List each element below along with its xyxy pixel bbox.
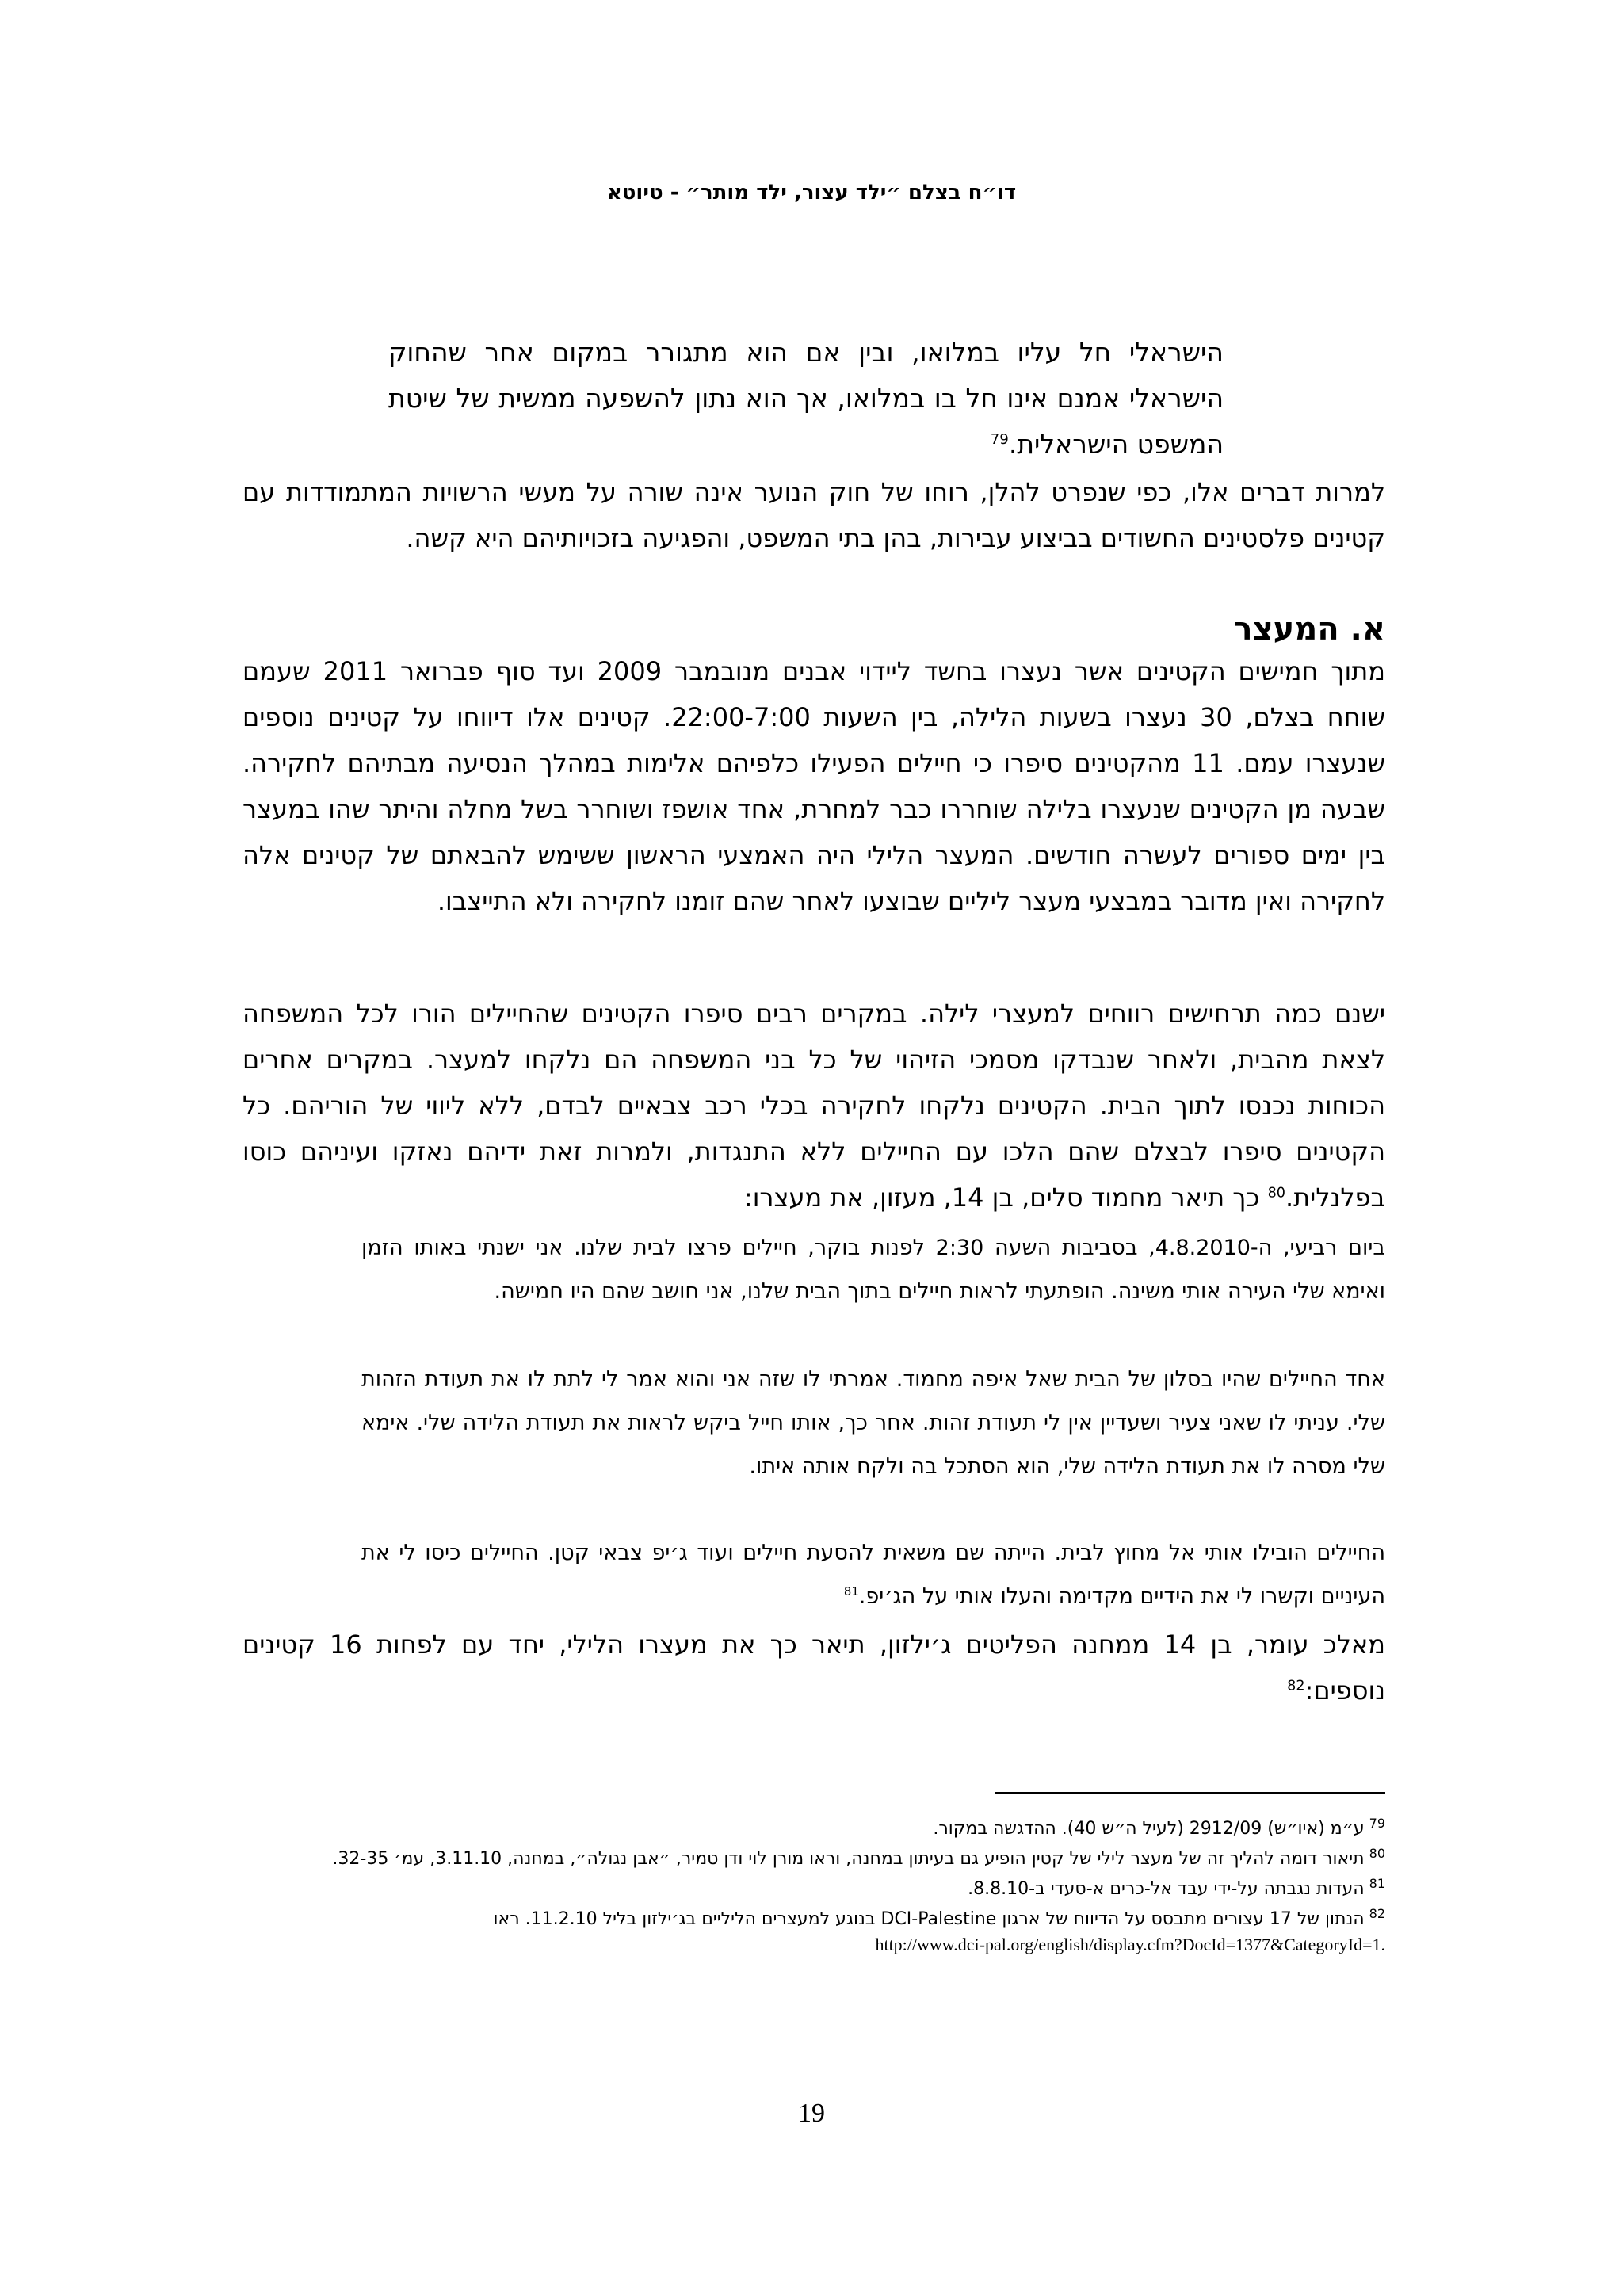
footnote-82 (242, 1907, 1385, 1958)
page-number: 19 (798, 2099, 825, 2128)
footnote-ref-80[interactable]: 80 (1267, 1185, 1285, 1201)
footnote-79 (242, 1817, 1385, 1842)
footnote-number: 82 (1369, 1905, 1385, 1921)
footnote-80 (242, 1847, 1385, 1872)
footnote-number: 80 (1369, 1845, 1385, 1861)
footnote-ref-81[interactable]: 81 (843, 1584, 859, 1599)
running-header: דו״ח בצלם ״ילד עצור, ילד מותר״ - טיוטא (606, 181, 1017, 204)
footnote-ref-79[interactable]: 79 (990, 431, 1009, 448)
body-paragraph-1: למרות דברים אלו, כפי שנפרט להלן, רוחו של חוק הנוער אינה שורה על מעשי הרשויות המתמודדות עם קטינים פלסטינים החשודים בביצוע עבירות, בהן בתי המשפט, והפגיעה בזכויותיהם היא קשה. (242, 477, 1385, 553)
footnote-number: 81 (1369, 1875, 1385, 1891)
footnote-link[interactable]: http://www.dci-pal.org/english/display.cfm?DocId=1377&CategoryId=1. (875, 1935, 1385, 1954)
testimony-text: החיילים הובילו אותי אל מחוץ לבית. הייתה שם משאית להסעת חיילים ועוד ג׳יפ צבאי קטן. החיילים כיסו לי את העיניים וקשרו לי את הידיים מקדימה והעלו אותי על הג׳יפ. (361, 1541, 1385, 1609)
body-paragraph-2: מתוך חמישים הקטינים אשר נעצרו בחשד ליידוי אבנים מנובמבר 2009 ועד סוף פברואר 2011 שעמם שוחח בצלם, 30 נעצרו בשעות הלילה, בין השעות 22:00-7:00. קטינים אלו דיווחו על קטינים נוספים שנעצרו עמם. 11 מהקטינים סיפרו כי חיילים הפעילו כלפיהם אלימות במהלך הנסיעה מבתיהם לחקירה. שבעה מן הקטינים שנעצרו בלילה שוחררו כבר למחרת, אחד אושפז ושוחרר בשל מחלה והיתר שהו במעצר בין ימים ספורים לעשרה חודשים. המעצר הלילי היה האמצעי הראשון ששימש להבאתם של קטינים אלה לחקירה ואין מדובר במבצעי מעצר ליליים שבוצעו לאחר שהם זומנו לחקירה ולא התייצבו. (242, 656, 1386, 916)
footnote-text: הנתון של 17 עצורים מתבסס על הדיווח של ארגון DCI-Palestine בנוגע למעצרים הליליים בג׳ילזון בליל 11.2.10. ראו (493, 1909, 1365, 1929)
body-paragraph-4 (242, 1622, 1385, 1713)
footnote-81 (242, 1877, 1385, 1902)
paragraph-text: ישנם כמה תרחישים רווחים למעצרי לילה. במקרים רבים סיפרו הקטינים שהחיילים הורו לכל המשפחה לצאת מהבית, ולאחר שנבדקו מסמכי הזיהוי של כל בני המשפחה הם נלקחו למעצר. במקרים אחרים הכוחות נכנסו לתוך הבית. הקטינים נלקחו לחקירה בכלי רכב צבאיים לבדם, ללא ליווי של הוריהם. כל הקטינים סיפרו לבצלם שהם הלכו עם החיילים ללא התנגדות, ולמרות זאת ידיהם נאזקו ועיניהם כוסו בפלנלית. (242, 999, 1385, 1213)
footnote-ref-82[interactable]: 82 (1287, 1678, 1305, 1694)
paragraph-text: מאלכ עומר, בן 14 ממחנה הפליטים ג׳ילזון, תיאר כך את מעצרו הלילי, יחד עם לפחות 16 קטינים נוספים: (242, 1629, 1385, 1706)
paragraph-text-continued: כך תיאר מחמוד סלים, בן 14, מעזון, את מעצרו: (743, 1182, 1268, 1213)
section-heading: א. המעצר (1233, 611, 1385, 648)
footnote-text: העדות נגבתה על-ידי עבד אל-כרים א-סעדי ב-8.8.10. (968, 1879, 1365, 1899)
testimony-part-2: אחד החיילים שהיו בסלון של הבית שאל איפה מחמוד. אמרתי לו שזה אני והוא אמר לי לתת לו את תעודת הזהות שלי. עניתי לו שאני צעיר ושעדיין אין לי תעודת זהות. אחר כך, אותו חייל ביקש לראות את תעודת הלידה שלי. אימא שלי מסרה לו את תעודת הלידה שלי, הוא הסתכל בה ולקח אותה איתו. (361, 1367, 1385, 1479)
testimony-part-1: ביום רביעי, ה-4.8.2010, בסביבות השעה 2:30 לפנות בוקר, חיילים פרצו לבית שלנו. אני ישנתי באותו הזמן ואימא שלי העירה אותי משינה. הופתעתי לראות חיילים בתוך הבית שלנו, אני חושב שהם היו חמישה. (361, 1236, 1385, 1304)
footnote-separator (995, 1792, 1385, 1794)
footnotes (242, 1817, 1385, 1963)
block-quote-continuation (388, 330, 1224, 468)
body-paragraph-3 (242, 991, 1385, 1221)
footnote-number: 79 (1369, 1815, 1385, 1831)
footnote-text: ע״מ (איו״ש) 2912/09 (לעיל ה״ש 40). ההדגשה במקור. (933, 1819, 1365, 1839)
quote-text: הישראלי חל עליו במלואו, ובין אם הוא מתגורר במקום אחר שהחוק הישראלי אמנם אינו חל בו במלואו, אך הוא נתון להשפעה ממשית של שיטת המשפט הישראלית. (388, 337, 1224, 460)
footnote-text: תיאור דומה להליך זה של מעצר לילי של קטין הופיע גם בעיתון במחנה, וראו מורן לוי ודן טמיר, ״אבן נגולה״, במחנה, 3.11.10, עמ׳ 32-35. (332, 1849, 1365, 1869)
testimony-part-3 (361, 1531, 1385, 1618)
